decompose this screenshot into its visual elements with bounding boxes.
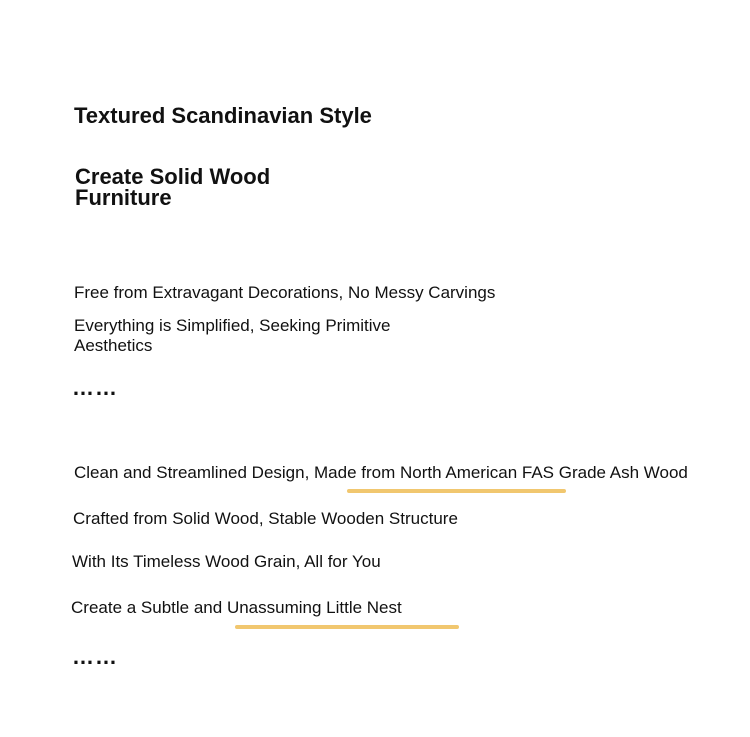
text-line-solid-wood: Crafted from Solid Wood, Stable Wooden Structure xyxy=(73,509,458,528)
text-line-wood-grain: With Its Timeless Wood Grain, All for You xyxy=(72,552,381,571)
highlight-underline-little-nest xyxy=(235,625,459,629)
text-line-little-nest: Create a Subtle and Unassuming Little Nest xyxy=(71,598,402,617)
page-subtitle: Create Solid Wood Furniture xyxy=(75,164,271,210)
highlight-underline-ash-wood xyxy=(347,489,566,493)
text-line-decorations: Free from Extravagant Decorations, No Messy Carvings xyxy=(74,283,496,302)
text-line-design: Clean and Streamlined Design, Made from North American FAS Grade Ash Wood xyxy=(74,463,688,482)
page-title: Textured Scandinavian Style xyxy=(74,103,372,128)
ellipsis-1: …… xyxy=(72,375,118,400)
ellipsis-2: …… xyxy=(72,644,118,669)
text-line-simplified: Everything is Simplified, Seeking Primitive Aesthetics xyxy=(74,316,391,355)
